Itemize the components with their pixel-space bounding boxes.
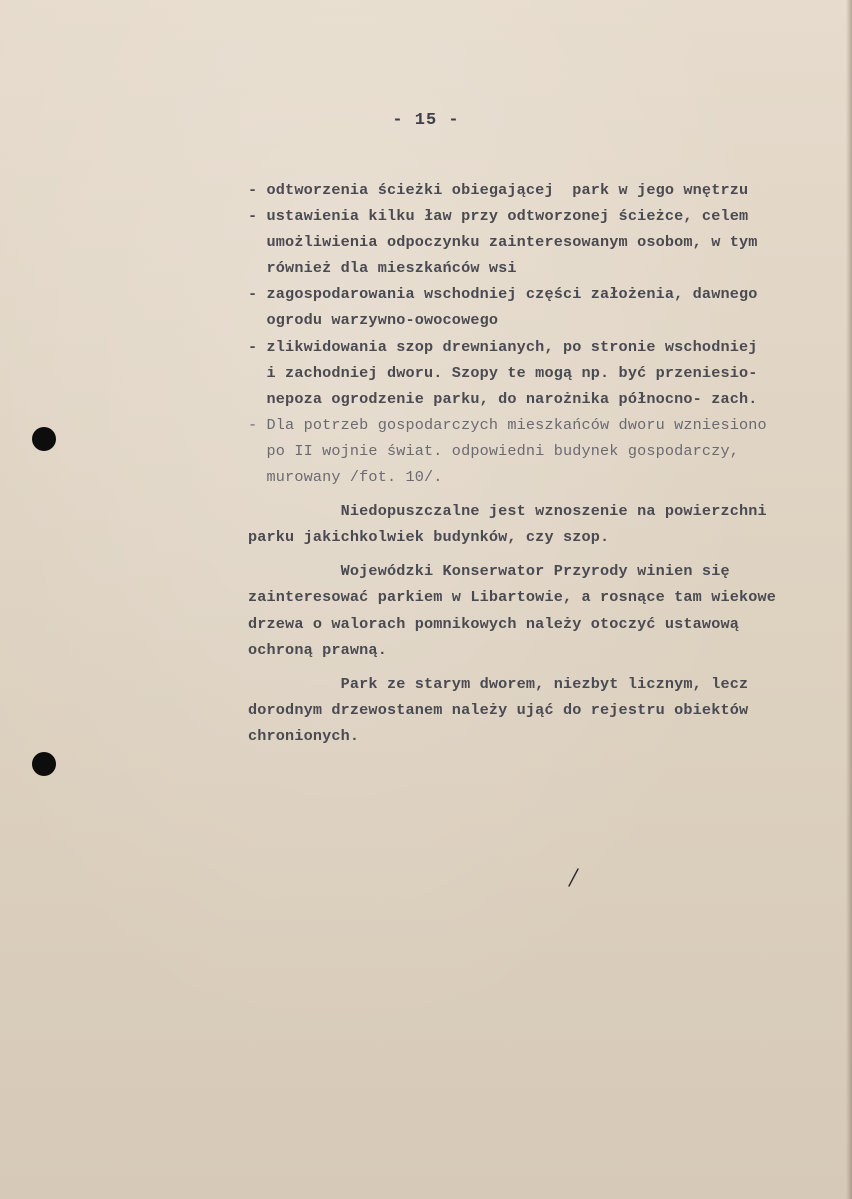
bullet-3-line-1: - zagospodarowania wschodniej części założenia, dawnego bbox=[248, 285, 758, 304]
bullet-4-line-1: - zlikwidowania szop drewnianych, po stronie wschodniej bbox=[248, 337, 758, 356]
paragraph-2-line-4: ochroną prawną. bbox=[248, 640, 387, 659]
paragraph-1-line-2: parku jakichkolwiek budynków, czy szop. bbox=[248, 528, 610, 547]
paragraph-3-line-1: Park ze starym dworem, niezbyt licznym, lecz bbox=[248, 674, 749, 693]
bullet-2-line-3: również dla mieszkańców wsi bbox=[248, 259, 517, 278]
punch-hole-bottom bbox=[32, 752, 56, 776]
paper-edge bbox=[846, 0, 852, 1199]
bullet-5-line-3: murowany /fot. 10/. bbox=[248, 468, 443, 487]
paragraph-2-line-2: zainteresować parkiem w Libartowie, a rosnące tam wiekowe bbox=[248, 588, 777, 607]
punch-hole-top bbox=[32, 427, 56, 451]
bullet-1-line-1: - odtworzenia ścieżki obiegającej park w jego wnętrzu bbox=[248, 181, 749, 199]
paragraph-1-line-1: Niedopuszczalne jest wznoszenie na powierzchni bbox=[248, 502, 767, 521]
bullet-2-line-1: - ustawienia kilku ław przy odtworzonej ścieżce, celem bbox=[248, 207, 749, 226]
bullet-2-line-2: umożliwienia odpoczynku zainteresowanym osobom, w tym bbox=[248, 233, 758, 252]
paragraph-2-line-1: Wojewódzki Konserwator Przyrody winien się bbox=[248, 562, 730, 581]
bullet-4-line-3: nepoza ogrodzenie parku, do narożnika północno- zach. bbox=[248, 389, 758, 408]
paragraph-3-line-3: chronionych. bbox=[248, 726, 360, 745]
paragraph-2-line-3: drzewa o walorach pomnikowych należy otoczyć ustawową bbox=[248, 614, 739, 633]
paragraph-3-line-2: dorodnym drzewostanem należy ująć do rejestru obiektów bbox=[248, 700, 749, 719]
pen-stroke-mark bbox=[566, 868, 580, 888]
bullet-3-line-2: ogrodu warzywno-owocowego bbox=[248, 311, 499, 330]
bullet-4-line-2: i zachodniej dworu. Szopy te mogą np. być przeniesio- bbox=[248, 363, 758, 382]
bullet-5-line-1: - Dla potrzeb gospodarczych mieszkańców dworu wzniesiono bbox=[248, 415, 767, 434]
bullet-5-line-2: po II wojnie świat. odpowiedni budynek gospodarczy, bbox=[248, 441, 739, 460]
typed-text-body bbox=[248, 177, 838, 749]
page-number: - 15 - bbox=[392, 111, 460, 130]
